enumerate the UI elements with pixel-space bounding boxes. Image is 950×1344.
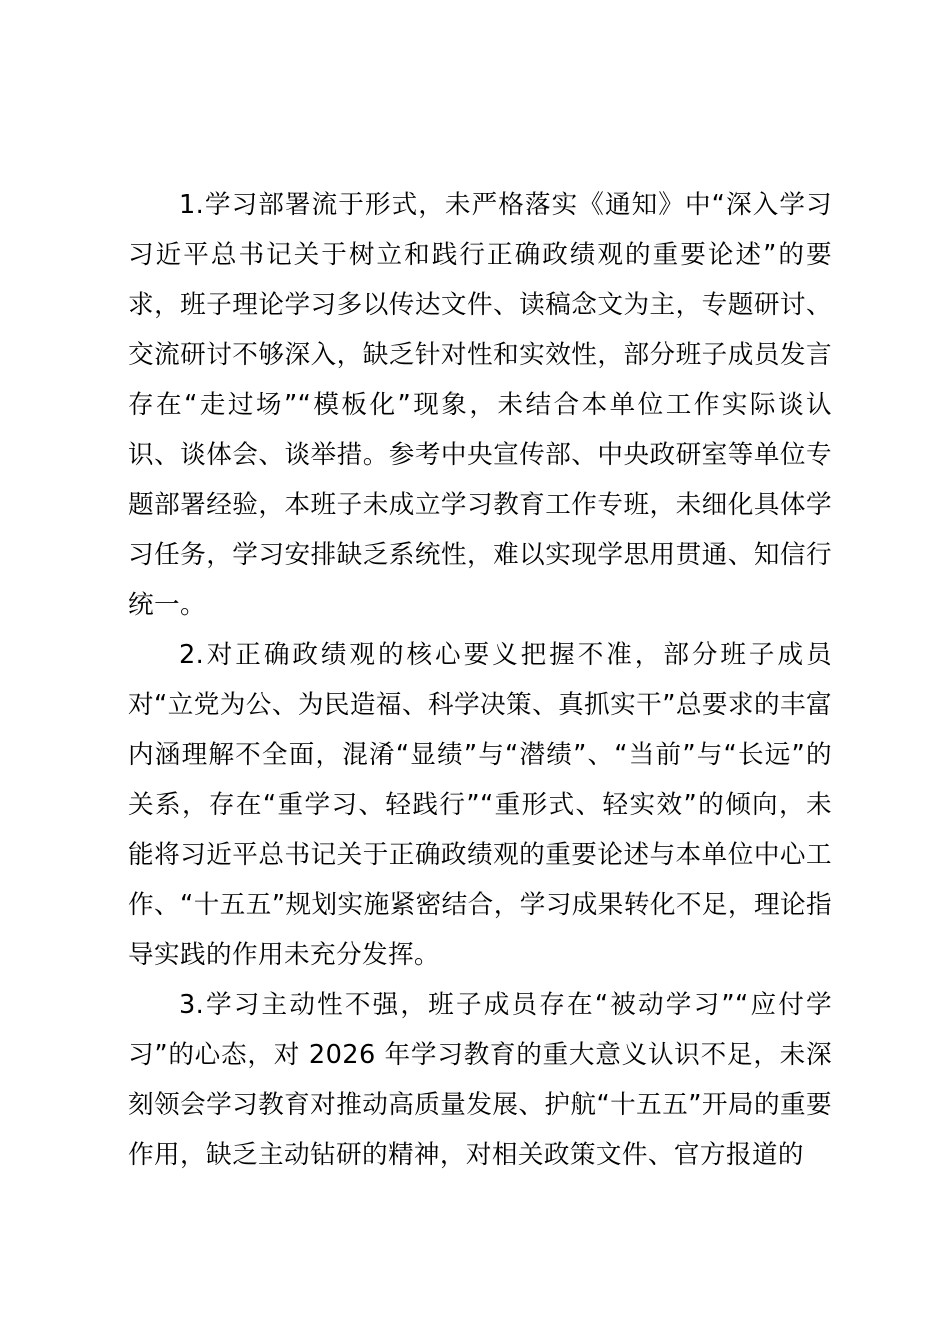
paragraph-3: 3.学习主动性不强，班子成员存在“被动学习”“应付学习”的心态，对 2026 年学习教育的重大意义认识不足，未深刻领会学习教育对推动高质量发展、护航“十五五”开局的重要作用，缺乏主动钻研的精神，对相关政策文件、官方报道的 bbox=[128, 990, 832, 1170]
document-page bbox=[128, 180, 832, 1180]
paragraph-1: 1.学习部署流于形式，未严格落实《通知》中“深入学习习近平总书记关于树立和践行正确政绩观的重要论述”的要求，班子理论学习多以传达文件、读稿念文为主，专题研讨、交流研讨不够深入，缺乏针对性和实效性，部分班子成员发言存在“走过场”“模板化”现象，未结合本单位工作实际谈认识、谈体会、谈举措。参考中央宣传部、中央政研室等单位专题部署经验，本班子未成立学习教育工作专班，未细化具体学习任务，学习安排缺乏系统性，难以实现学思用贯通、知信行统一。 bbox=[128, 190, 832, 620]
paragraph-2: 2.对正确政绩观的核心要义把握不准，部分班子成员对“立党为公、为民造福、科学决策、真抓实干”总要求的丰富内涵理解不全面，混淆“显绩”与“潜绩”、“当前”与“长远”的关系，存在“重学习、轻践行”“重形式、轻实效”的倾向，未能将习近平总书记关于正确政绩观的重要论述与本单位中心工作、“十五五”规划实施紧密结合，学习成果转化不足，理论指导实践的作用未充分发挥。 bbox=[128, 640, 832, 970]
